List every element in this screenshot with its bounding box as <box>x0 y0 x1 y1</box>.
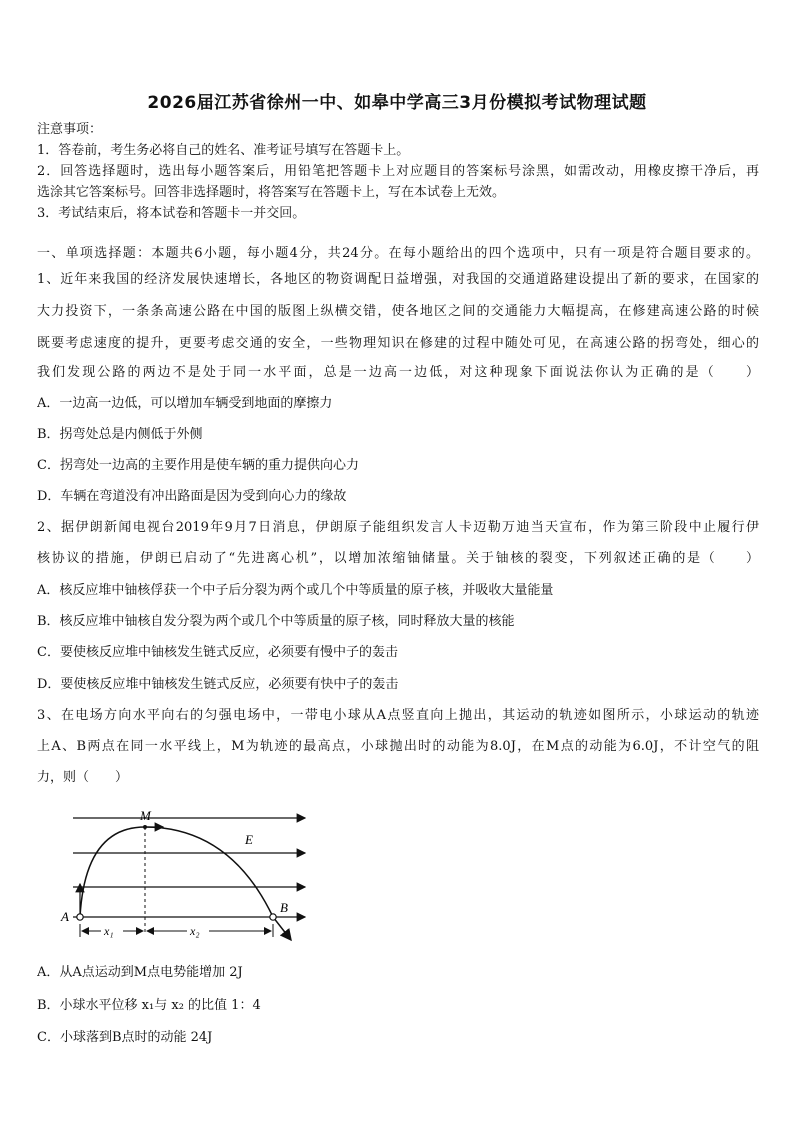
label-e: E <box>245 832 253 847</box>
notice-item: 2．回答选择题时，选出每小题答案后，用铅笔把答题卡上对应题目的答案标号涂黑，如需改动，用橡皮擦干净后，再 <box>37 164 759 179</box>
question-3-option-b: B．小球水平位移 x₁与 x₂ 的比值 1：4 <box>37 998 261 1013</box>
notice-heading: 注意事项： <box>37 122 103 137</box>
question-1-option-c: C．拐弯处一边高的主要作用是使车辆的重力提供向心力 <box>37 458 359 473</box>
electric-field-trajectory-figure <box>55 800 315 950</box>
notice-item: 3．考试结束后，将本试卷和答题卡一并交回。 <box>37 206 306 221</box>
question-2-option-b: B．核反应堆中铀核自发分裂为两个或几个中等质量的原子核，同时释放大量的核能 <box>37 614 515 629</box>
label-x2: x₂ <box>190 924 200 938</box>
label-a: A <box>61 909 69 924</box>
question-1-text: 大力投资下，一条条高速公路在中国的版图上纵横交错，使各地区之间的交通能力大幅提高，在修建高速公路的时候 <box>37 304 759 319</box>
label-b: B <box>280 900 288 915</box>
question-1-text: 我们发现公路的两边不是处于同一水平面，总是一边高一边低，对这种现象下面说法你认为正确的是（ ） <box>37 365 759 380</box>
label-m: M <box>140 808 151 823</box>
notice-item: 1．答卷前，考生务必将自己的姓名、准考证号填写在答题卡上。 <box>37 143 410 158</box>
question-1-option-d: D．车辆在弯道没有冲出路面是因为受到向心力的缘故 <box>37 489 347 504</box>
point-m <box>143 825 147 829</box>
question-2-option-d: D．要使核反应堆中铀核发生链式反应，必须要有快中子的轰击 <box>37 677 399 692</box>
question-1-text: 1、近年来我国的经济发展快速增长，各地区的物资调配日益增强，对我国的交通道路建设提出了新的要求，在国家的 <box>37 272 759 287</box>
point-a <box>77 914 83 920</box>
notice-item: 选涂其它答案标号。回答非选择题时，将答案写在答题卡上，写在本试卷上无效。 <box>37 185 506 200</box>
question-2-text: 2、据伊朗新闻电视台2019年9月7日消息，伊朗原子能组织发言人卡迈勒万迪当天宣布，作为第三阶段中止履行伊 <box>37 520 759 535</box>
question-2-option-c: C．要使核反应堆中铀核发生链式反应，必须要有慢中子的轰击 <box>37 645 398 660</box>
section-heading: 一、单项选择题：本题共6小题，每小题4分，共24分。在每小题给出的四个选项中，只有一项是符合题目要求的。 <box>37 246 759 261</box>
question-3-text: 上A、B两点在同一水平线上，M为轨迹的最高点，小球抛出时的动能为8.0J，在M点的动能为6.0J，不计空气的阻 <box>37 739 759 754</box>
question-3-option-a: A．从A点运动到M点电势能增加 2J <box>37 965 243 980</box>
question-2-text: 核协议的措施，伊朗已启动了“先进离心机”，以增加浓缩铀储量。关于铀核的裂变，下列叙述正确的是（ ） <box>37 551 759 566</box>
question-3-text: 3、在电场方向水平向右的匀强电场中，一带电小球从A点竖直向上抛出，其运动的轨迹如图所示，小球运动的轨迹 <box>37 708 759 723</box>
question-2-option-a: A．核反应堆中铀核俘获一个中子后分裂为两个或几个中等质量的原子核，并吸收大量能量 <box>37 583 554 598</box>
question-1-option-b: B．拐弯处总是内侧低于外侧 <box>37 427 203 442</box>
label-x1: x₁ <box>104 924 114 938</box>
question-3-text: 力，则（ ） <box>37 770 129 785</box>
question-1-text: 既要考虑速度的提升，更要考虑交通的安全，一些物理知识在修建的过程中随处可见，在高速公路的拐弯处，细心的 <box>37 336 759 351</box>
question-1-option-a: A．一边高一边低，可以增加车辆受到地面的摩擦力 <box>37 396 333 411</box>
point-b <box>270 914 276 920</box>
question-3-option-c: C．小球落到B点时的动能 24J <box>37 1030 213 1045</box>
page-title: 2026届江苏省徐州一中、如皋中学高三3月份模拟考试物理试题 <box>147 93 647 113</box>
